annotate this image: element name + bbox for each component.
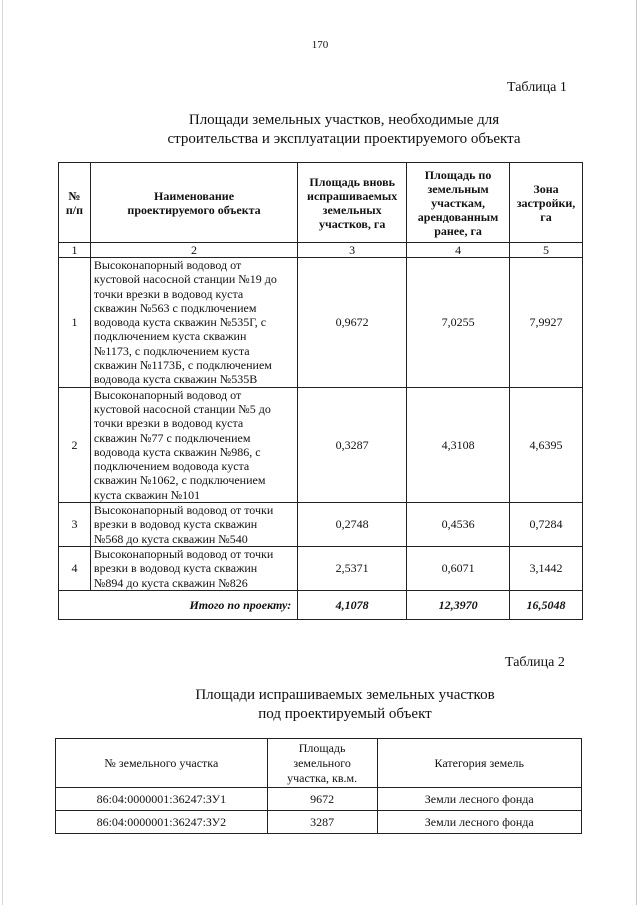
land-category: Земли лесного фонда [377, 811, 581, 834]
total-row [59, 590, 583, 619]
page-number: 170 [311, 39, 329, 51]
row-number: 1 [59, 258, 91, 388]
object-name: Высоконапорный водовод от точки врезки в водовод куста скважин №568 до куста скважин №540 [90, 503, 297, 547]
table2-caption: Таблица 2 [505, 655, 565, 670]
area-new-value: 0,2748 [298, 503, 407, 547]
area-new-value: 2,5371 [298, 546, 407, 590]
total-zone: 16,5048 [510, 590, 583, 619]
header-name: Наименование проектируемого объекта [90, 163, 297, 243]
table2-title-line: Площади испрашиваемых земельных участков [195, 687, 495, 703]
table-row [59, 546, 583, 590]
header-parcel: № земельного участка [56, 739, 268, 788]
header-area-rented: Площадь по земельным участкам, арендованным ранее, га [407, 163, 510, 243]
total-label: Итого по проекту: [59, 590, 298, 619]
area-rented-value: 0,4536 [407, 503, 510, 547]
row-number: 4 [59, 546, 91, 590]
area-rented-value: 7,0255 [407, 258, 510, 388]
total-area-rented: 12,3970 [407, 590, 510, 619]
zone-value: 4,6395 [510, 387, 583, 502]
table1-title-line: строительства и эксплуатации проектируемого объекта [167, 131, 521, 147]
column-index: 1 [59, 243, 91, 258]
total-area-new: 4,1078 [298, 590, 407, 619]
area-rented-value: 4,3108 [407, 387, 510, 502]
column-index: 3 [298, 243, 407, 258]
table-row [59, 387, 583, 502]
zone-value: 7,9927 [510, 258, 583, 388]
area-new-value: 0,9672 [298, 258, 407, 388]
column-index-row [59, 243, 583, 258]
table-row [59, 258, 583, 388]
column-index: 4 [407, 243, 510, 258]
land-category: Земли лесного фонда [377, 788, 581, 811]
zone-value: 0,7284 [510, 503, 583, 547]
table1-caption: Таблица 1 [507, 80, 567, 95]
table2-title [0, 686, 640, 724]
column-index: 5 [510, 243, 583, 258]
parcel-area: 3287 [267, 811, 377, 834]
parcel-number: 86:04:0000001:36247:ЗУ1 [56, 788, 268, 811]
row-number: 3 [59, 503, 91, 547]
table1-title-line: Площади земельных участков, необходимые для [188, 112, 500, 128]
header-zone: Зона застройки, га [510, 163, 583, 243]
object-name: Высоконапорный водовод от кустовой насосной станции №5 до точки врезки в водовод куста скважин №77 с подключением водовода куста скважин №986, с подключением водовода куста скважин №1062, с подключением куста скважин №101 [90, 387, 297, 502]
row-number: 2 [59, 387, 91, 502]
header-area-new: Площадь вновь испрашиваемых земельных участков, га [298, 163, 407, 243]
header-category: Категория земель [377, 739, 581, 788]
header-area: Площадь земельного участка, кв.м. [267, 739, 377, 788]
header-num: № п/п [59, 163, 91, 243]
table1-title [0, 111, 640, 149]
parcel-table [55, 738, 582, 834]
object-name: Высоконапорный водовод от кустовой насосной станции №19 до точки врезки в водовод куста скважин №563 с подключением водовода куста скважин №535Г, с подключением куста скважин №1173, с подключением куста скважин №1173Б, с подключением водовода куста скважин №535В [90, 258, 297, 388]
land-area-table [58, 162, 583, 620]
parcel-area: 9672 [267, 788, 377, 811]
area-new-value: 0,3287 [298, 387, 407, 502]
column-index: 2 [90, 243, 297, 258]
table-row [56, 811, 582, 834]
table2-title-line: под проектируемый объект [258, 706, 432, 722]
parcel-number: 86:04:0000001:36247:ЗУ2 [56, 811, 268, 834]
table-row [59, 503, 583, 547]
table-row [56, 788, 582, 811]
object-name: Высоконапорный водовод от точки врезки в водовод куста скважин №894 до куста скважин №826 [90, 546, 297, 590]
zone-value: 3,1442 [510, 546, 583, 590]
area-rented-value: 0,6071 [407, 546, 510, 590]
